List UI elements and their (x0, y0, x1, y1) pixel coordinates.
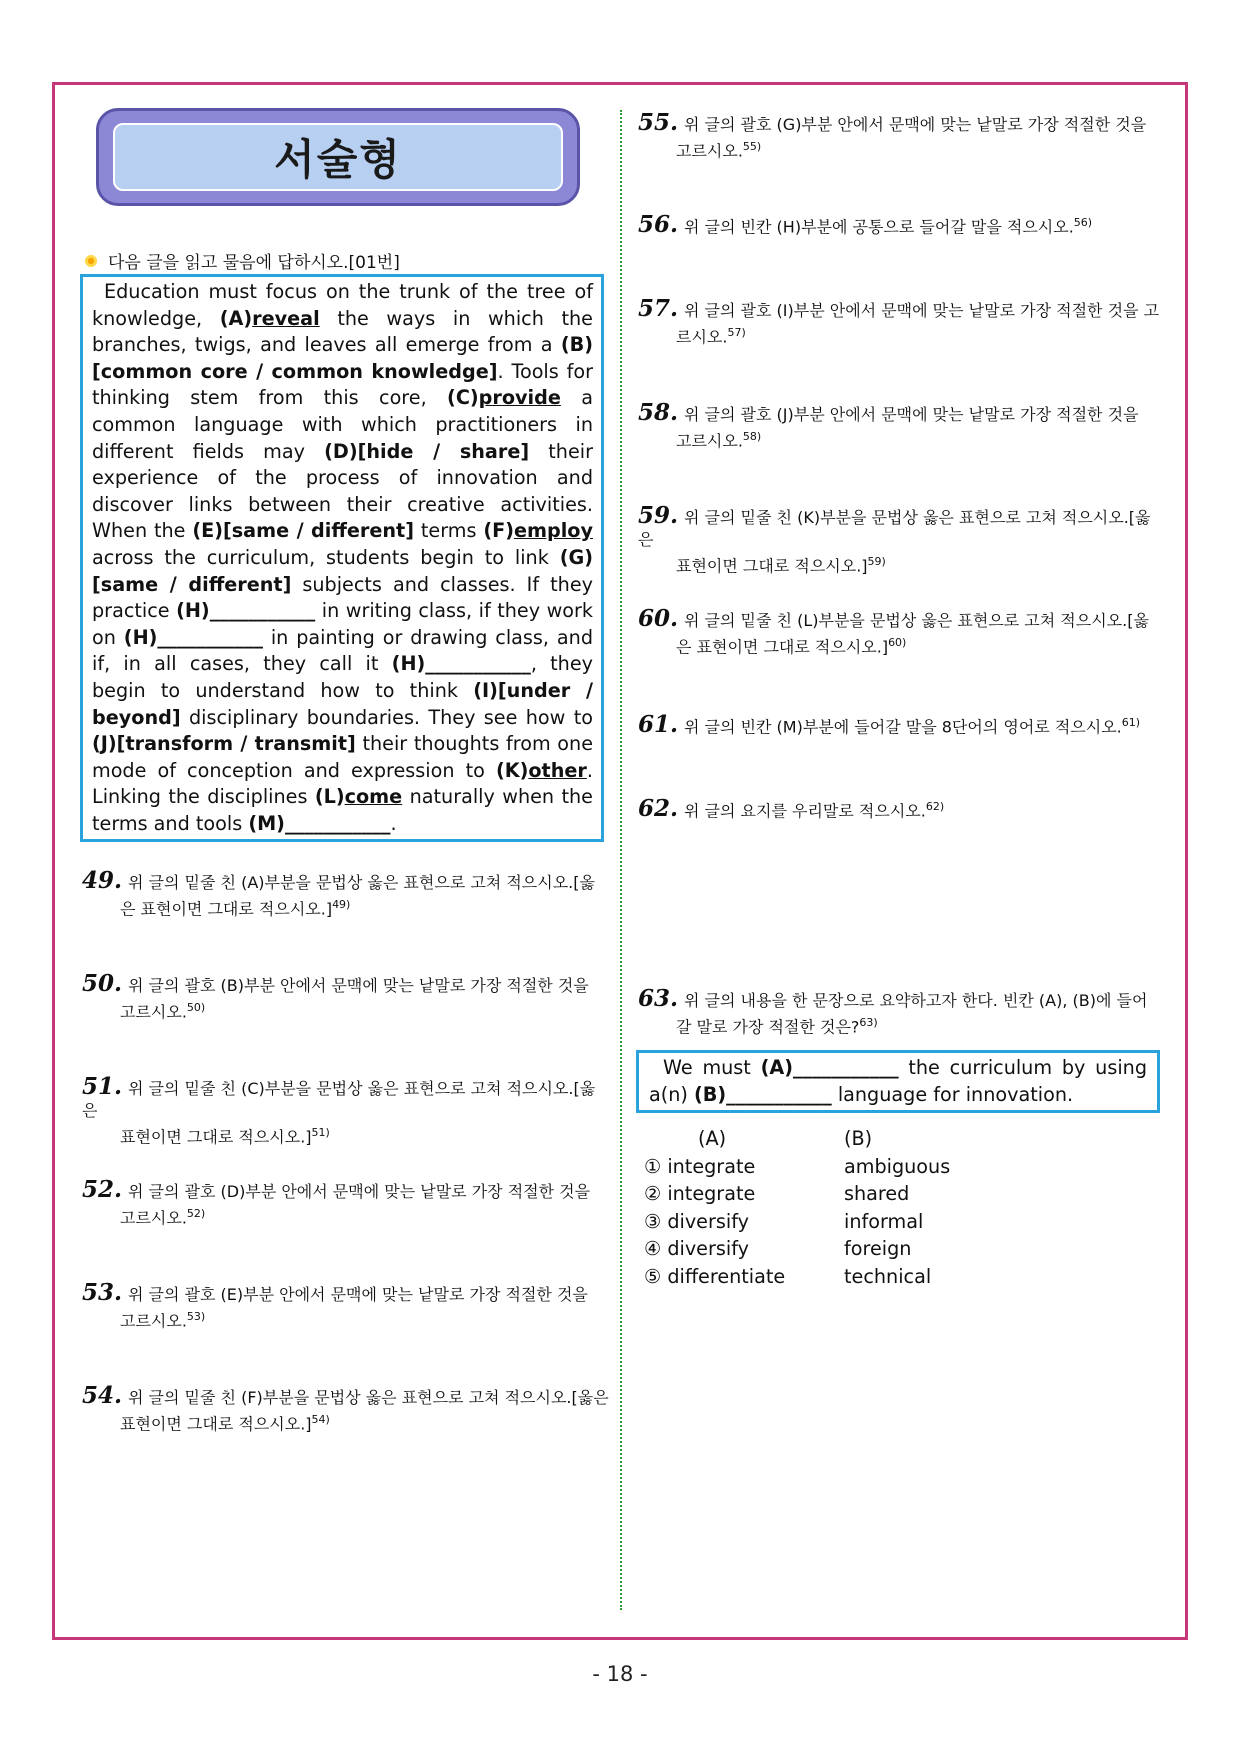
question-55: 55. 위 글의 괄호 (G)부분 안에서 문맥에 맞는 낱말로 가장 적절한 것을 고르시오.$^{55)}$ (638, 109, 1147, 161)
question-50: 50. 위 글의 괄호 (B)부분 안에서 문맥에 맞는 낱말로 가장 적절한 것을 고르시오.$^{50)}$ (82, 970, 589, 1022)
reading-passage (80, 274, 604, 842)
option-3[interactable]: ③ diversify informal (644, 1209, 924, 1233)
question-62: 62. 위 글의 요지를 우리말로 적으시오.$^{62)}$ (638, 795, 945, 823)
question-52: 52. 위 글의 괄호 (D)부분 안에서 문맥에 맞는 낱말로 가장 적절한 것을 고르시오.$^{52)}$ (82, 1176, 591, 1228)
question-63: 63. 위 글의 내용을 한 문장으로 요약하고자 한다. 빈칸 (A), (B)에 들어 갈 말로 가장 적절한 것은?$^{63)}$ (638, 985, 1148, 1037)
passage-text: Education must focus on the trunk of the tree of knowledge, (A)reveal the ways in which the branches, twigs, and leaves all emerge from a (B)[common core / common knowledge]. Tools for thinking stem from this core, (C)provide a common language with which practitioners in different fields may (D)[hide / share] their experience of the process of innovation and discover links between their creative activities. When the (E)[same / different] terms (F)employ across the curriculum, students begin to link (G)[same / different] subjects and classes. If they practice (H)___________ in writing class, if they work on (H)___________ in painting or drawing class, and if, in all cases, they call it (H)___________, they begin to understand how to think (I)[under / beyond] disciplinary boundaries. They see how to (J)[transform / transmit] their thoughts from one mode of conception and expression to (K)other. Linking the disciplines (L)come naturally when the terms and tools (M)___________. (92, 280, 594, 835)
page-number: - 18 - (592, 1662, 648, 1686)
summary-box: We must (A)___________ the curriculum by using a(n) (B)___________ language for innovation. (636, 1050, 1160, 1113)
question-61: 61. 위 글의 빈칸 (M)부분에 들어갈 말을 8단어의 영어로 적으시오.$^{61)}$ (638, 711, 1141, 739)
question-51: 51. 위 글의 밑줄 친 (C)부분을 문법상 옳은 표현으로 고쳐 적으시오.[옳은 표현이면 그대로 적으시오.]$^{51)}$ (82, 1073, 596, 1147)
instruction-text: 다음 글을 읽고 물음에 답하시오.[01번] (108, 253, 400, 273)
question-54: 54. 위 글의 밑줄 친 (F)부분을 문법상 옳은 표현으로 고쳐 적으시오.[옳은 표현이면 그대로 적으시오.]$^{54)}$ (82, 1382, 609, 1434)
flower-icon (82, 252, 100, 270)
question-53: 53. 위 글의 괄호 (E)부분 안에서 문맥에 맞는 낱말로 가장 적절한 것을 고르시오.$^{53)}$ (82, 1279, 588, 1331)
option-5[interactable]: ⑤ differentiate technical (644, 1264, 932, 1288)
question-58: 58. 위 글의 괄호 (J)부분 안에서 문맥에 맞는 낱말로 가장 적절한 것을 고르시오.$^{58)}$ (638, 399, 1139, 451)
section-title: 서술형 (113, 123, 563, 191)
column-divider (620, 110, 622, 1610)
answer-options (644, 1125, 950, 1291)
option-4[interactable]: ④ diversify foreign (644, 1237, 912, 1261)
question-49: 49. 위 글의 밑줄 친 (A)부분을 문법상 옳은 표현으로 고쳐 적으시오.[옳 은 표현이면 그대로 적으시오.]$^{49)}$ (82, 867, 595, 919)
title-badge (96, 108, 580, 206)
question-60: 60. 위 글의 밑줄 친 (L)부분을 문법상 옳은 표현으로 고쳐 적으시오.[옳 은 표현이면 그대로 적으시오.]$^{60)}$ (638, 605, 1149, 657)
question-59: 59. 위 글의 밑줄 친 (K)부분을 문법상 옳은 표현으로 고쳐 적으시오.[옳은 표현이면 그대로 적으시오.]$^{59)}$ (638, 502, 1151, 576)
options-header: (A) (B) (698, 1127, 873, 1150)
question-56: 56. 위 글의 빈칸 (H)부분에 공통으로 들어갈 말을 적으시오.$^{56)}$ (638, 211, 1093, 239)
option-2[interactable]: ② integrate shared (644, 1182, 910, 1206)
question-57: 57. 위 글의 괄호 (I)부분 안에서 문맥에 맞는 낱말로 가장 적절한 것을 고 르시오.$^{57)}$ (638, 295, 1160, 347)
instruction (82, 248, 400, 273)
option-1[interactable]: ① integrate ambiguous (644, 1154, 951, 1178)
